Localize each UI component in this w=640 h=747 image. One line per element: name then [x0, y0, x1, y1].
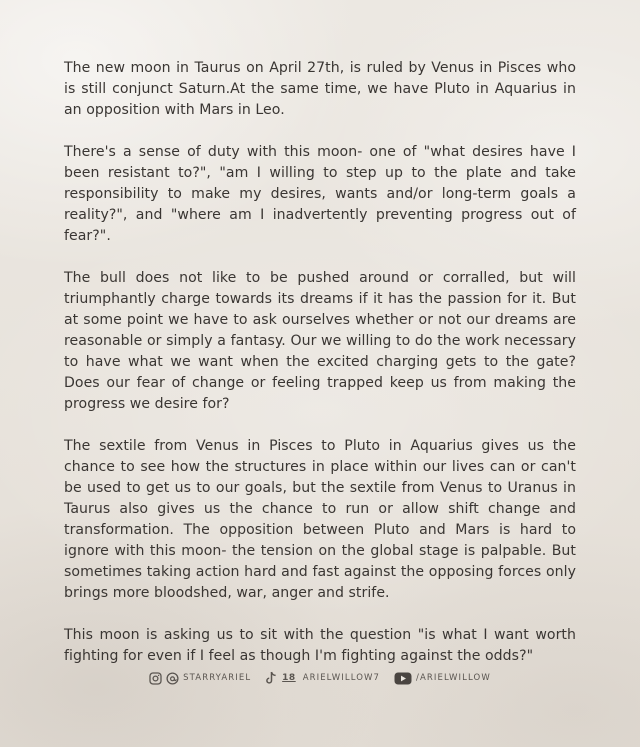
instagram-threads-handle[interactable]: [149, 672, 251, 685]
youtube-handle[interactable]: [394, 672, 491, 685]
social-footer: [0, 668, 640, 688]
paragraph-3: The bull does not like to be pushed around or corralled, but will triumphantly charge towards its dreams if it has the passion for it. But at some point we have to ask ourselves whether or not our dreams are reasonable or simply a fantasy. Our we willing to do the work necessary to have what we want when the excited charging gets to the gate? Does our fear of change or feeling trapped keep us from making the progress we desire for?: [64, 270, 576, 412]
paragraph-1: The new moon in Taurus on April 27th, is ruled by Venus in Pisces who is still conjunct Saturn.At the same time, we have Pluto in Aquarius in an opposition with Mars in Leo.: [64, 60, 576, 118]
paragraph-5: This moon is asking us to sit with the question "is what I want worth fighting for even if I feel as though I'm fighting against the odds?": [64, 627, 576, 664]
instagram-icon: [149, 672, 162, 685]
tiktok-badge: 18: [282, 673, 296, 683]
instagram-handle: STARRYARIEL: [183, 673, 252, 683]
paragraph-2: There's a sense of duty with this moon- one of "what desires have I been resistant to?", "am I willing to step up to the plate and take responsibility to make my desires, wants and/or long-term goals a reality?", and "where am I inadvertently preventing progress out of fear?".: [64, 144, 576, 244]
tiktok-handle-text: ARIELWILLOW7: [302, 673, 381, 683]
paragraph-4: The sextile from Venus in Pisces to Pluto in Aquarius gives us the chance to see how the structures in place within our lives can or can't be used to get us to our goals, but the sextile from Venus to Uranus in Taurus also gives us the chance to run or allow shift change and transformation. The opposition between Pluto and Mars is hard to ignore with this moon- the tension on the global stage is palpable. But sometimes taking action hard and fast against the opposing forces only brings more bloodshed, war, anger and strife.: [64, 438, 576, 601]
tiktok-icon: [265, 671, 278, 685]
threads-icon: [166, 672, 179, 685]
youtube-handle-text: /ARIELWILLOW: [416, 673, 491, 683]
article-body: [64, 58, 576, 688]
tiktok-handle[interactable]: [265, 671, 380, 685]
youtube-icon: [394, 672, 412, 685]
